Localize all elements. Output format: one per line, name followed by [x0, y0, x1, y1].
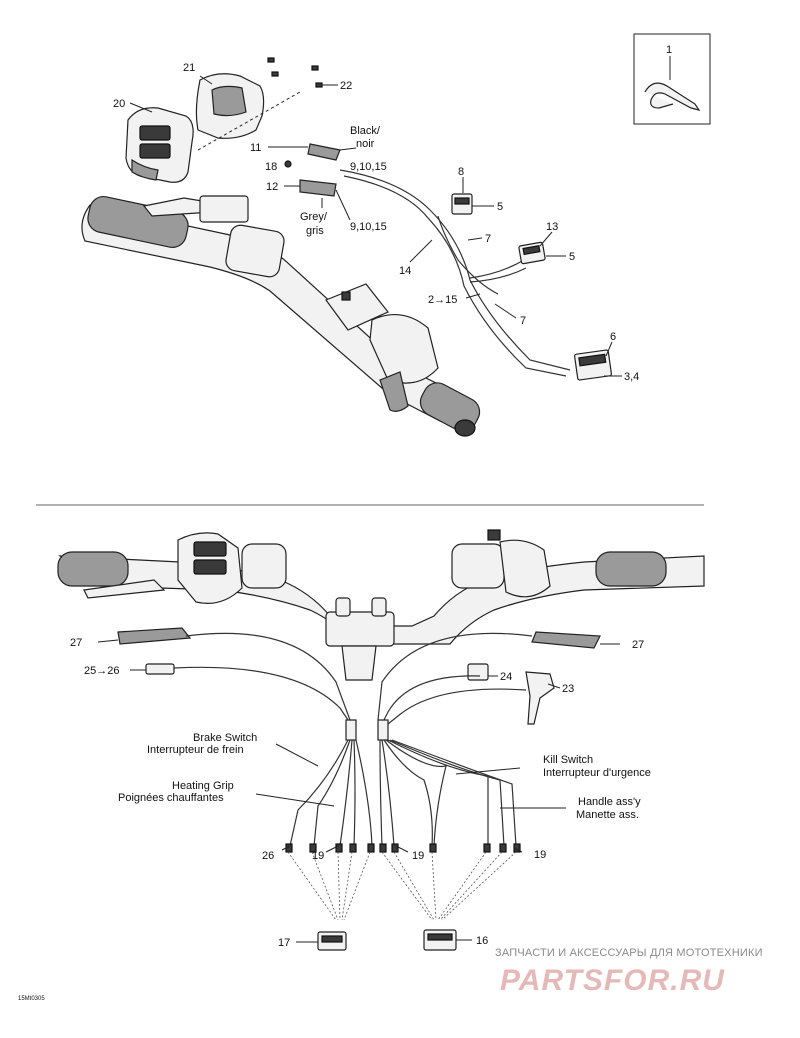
- callout-17: 17: [278, 937, 291, 949]
- callout-26: 26: [262, 850, 275, 862]
- callout-27a: 27: [70, 637, 83, 649]
- callout-27b: 27: [632, 639, 645, 651]
- figure-reference: 15Mt0305: [18, 996, 45, 1002]
- label-poignees-chauffantes: Poignées chauffantes: [118, 792, 224, 804]
- callout-9-10-15b: 9,10,15: [350, 221, 387, 233]
- callout-2-15: 2→15: [428, 294, 458, 306]
- wire-fanout: [118, 732, 651, 950]
- callout-23: 23: [562, 683, 575, 695]
- callout-3-4: 3,4: [624, 371, 640, 383]
- callout-20: 20: [113, 98, 126, 110]
- callout-1: 1: [666, 44, 673, 56]
- callout-22: 22: [340, 80, 353, 92]
- label-handle-assy: Handle ass'y: [578, 796, 641, 808]
- harness-upper: [250, 125, 639, 383]
- callout-7b: 7: [520, 315, 527, 327]
- watermark-logo: PARTSFOR.RU: [500, 964, 725, 997]
- callout-18: 18: [265, 161, 278, 173]
- callout-6: 6: [610, 331, 617, 343]
- handlebar-upper: [82, 194, 485, 436]
- switch-housing-assembly: [113, 58, 352, 182]
- callout-12: 12: [266, 181, 279, 193]
- callout-14: 14: [399, 265, 412, 277]
- watermark-tagline: ЗАПЧАСТИ И АКСЕССУАРЫ ДЛЯ МОТОТЕХНИКИ: [495, 947, 763, 959]
- inset-tie-strap: [634, 34, 710, 124]
- callout-19b: 19: [412, 850, 425, 862]
- callout-19c: 19: [534, 849, 547, 861]
- callout-19a: 19: [312, 850, 325, 862]
- callout-5b: 5: [569, 251, 576, 263]
- label-interrupteur-urgence: Interrupteur d'urgence: [543, 767, 651, 779]
- label-brake-switch: Brake Switch: [193, 732, 258, 744]
- callout-5a: 5: [497, 201, 504, 213]
- callout-16: 16: [476, 935, 489, 947]
- label-interrupteur-frein: Interrupteur de frein: [147, 744, 244, 756]
- callout-8: 8: [458, 166, 465, 178]
- handlebar-lower: [58, 530, 704, 680]
- label-kill-switch: Kill Switch: [543, 754, 594, 766]
- callout-11: 11: [250, 142, 262, 154]
- label-gris: gris: [306, 225, 324, 237]
- callout-25-26: 25→26: [84, 665, 120, 677]
- callout-7a: 7: [485, 233, 492, 245]
- label-grey: Grey/: [300, 211, 327, 223]
- callout-21: 21: [183, 62, 196, 74]
- label-noir: noir: [356, 138, 375, 150]
- label-black: Black/: [350, 125, 380, 137]
- callout-9-10-15a: 9,10,15: [350, 161, 387, 173]
- label-manette-ass: Manette ass.: [576, 809, 639, 821]
- label-heating-grip: Heating Grip: [172, 780, 234, 792]
- callout-13: 13: [546, 221, 559, 233]
- callout-24: 24: [500, 671, 513, 683]
